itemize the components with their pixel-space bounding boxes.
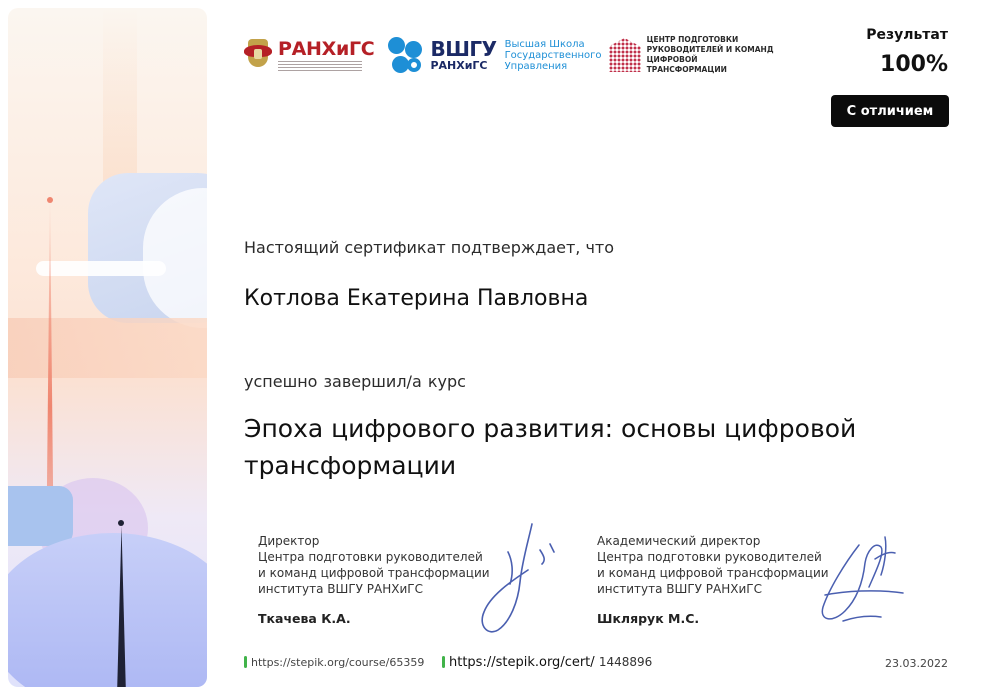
handwritten-signature-left: [470, 522, 560, 637]
vshgu-logo: [388, 36, 602, 73]
certificate-link[interactable]: https://stepik.org/cert/ 1448896: [442, 655, 652, 670]
course-title: Эпоха цифрового развития: основы цифровой трансформации: [244, 414, 857, 480]
recipient-name: Котлова Екатерина Павловна: [244, 286, 589, 311]
result-label: Результат: [866, 27, 948, 43]
issue-date: 23.03.2022: [885, 657, 948, 670]
signer-title: Академический директор Центра подготовки руководителей и команд цифровой трансформации института ВШГУ РАНХиГС: [597, 534, 829, 596]
completed-text: успешно завершил/а курс: [244, 372, 466, 391]
distinction-badge: С отличием: [831, 95, 949, 127]
vshgu-sub: РАНХиГС: [430, 58, 488, 72]
digital-transformation-center-logo: [609, 35, 777, 75]
certificate-id: 1448896: [598, 655, 653, 669]
ranepa-logo-name: РАНХиГС: [278, 38, 375, 60]
ranepa-logo-subtext: [278, 61, 362, 71]
ranepa-logo: [244, 37, 374, 73]
vshgu-description: Высшая Школа Государственного Управления: [504, 38, 602, 72]
dotted-house-icon: [609, 38, 641, 72]
link-marker-icon: [442, 656, 445, 668]
vshgu-abbr: ВШГУ: [430, 36, 497, 61]
link-marker-icon: [244, 656, 247, 668]
handwritten-signature-right: [815, 533, 910, 633]
certificate-footer: [244, 656, 948, 674]
partner-logos: [244, 30, 777, 80]
signer-name: Шклярук М.С.: [597, 611, 700, 626]
signature-block-academic-director: [597, 533, 847, 626]
signer-name: Ткачева К.А.: [258, 611, 351, 626]
center-logo-text: ЦЕНТР ПОДГОТОВКИ РУКОВОДИТЕЛЕЙ И КОМАНД ЦИФРОВОЙ ТРАНСФОРМАЦИИ: [646, 35, 774, 74]
signer-title: Директор Центра подготовки руководителей и команд цифровой трансформации института ВШГУ РАНХиГС: [258, 534, 490, 596]
coat-of-arms-icon: [244, 37, 272, 73]
confirm-text: Настоящий сертификат подтверждает, что: [244, 238, 615, 257]
vshgu-mark-icon: [388, 37, 424, 73]
decorative-art-panel: [8, 8, 207, 687]
result-value: 100%: [880, 52, 948, 77]
course-link[interactable]: https://stepik.org/course/65359: [244, 656, 424, 669]
